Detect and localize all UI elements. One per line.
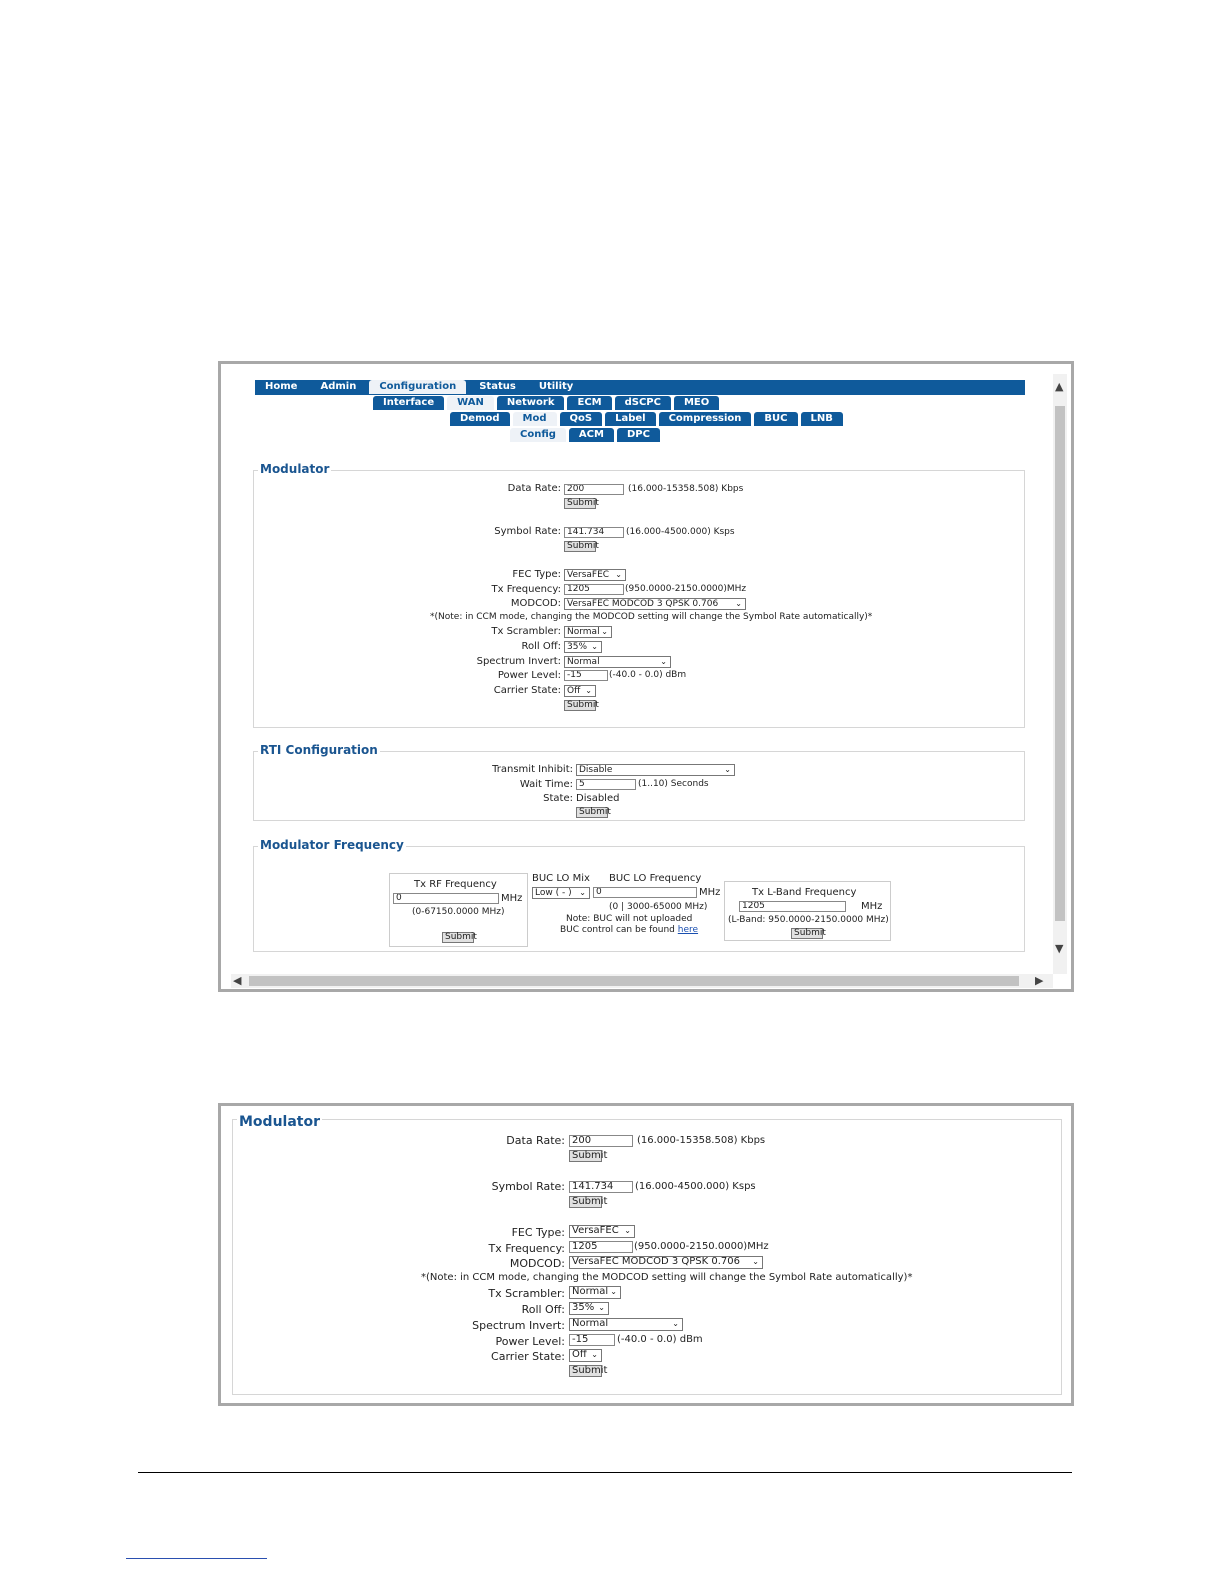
modulator-frequency-panel [253,838,1025,952]
buc-control-text: BUC control can be found [560,925,675,935]
roll-off-select[interactable] [564,641,602,653]
chevron-down-icon: ⌄ [615,570,622,579]
tab-dpc[interactable]: DPC [617,428,660,442]
chevron-down-icon: ⌄ [735,599,742,608]
fec-type-select-detail[interactable] [569,1225,635,1238]
symbol-rate-range-detail: (16.000-4500.000) Ksps [635,1181,756,1192]
symbol-rate-range: (16.000-4500.000) Ksps [626,527,735,537]
horizontal-scrollbar[interactable] [231,974,1053,988]
rti-submit-button[interactable]: Submit [576,807,608,818]
data-rate-range: (16.000-15358.508) Kbps [628,484,744,494]
tab-acm[interactable]: ACM [569,428,614,442]
tx-scrambler-value-detail: Normal [572,1286,609,1297]
buc-lo-frequency-input[interactable]: 0 [593,887,697,898]
chevron-down-icon: ⌄ [591,642,598,651]
symbol-rate-input[interactable]: 141.734 [564,527,624,538]
tx-lband-frequency-range: (L-Band: 950.0000-2150.0000 MHz) [728,915,889,925]
modulator-panel-detail [232,1114,1062,1395]
state-label: State: [543,793,573,804]
wait-time-range: (1..10) Seconds [638,779,709,789]
fec-type-label-detail: FEC Type: [511,1226,565,1239]
buc-control-note [560,925,698,935]
transmit-inhibit-select[interactable] [576,764,735,776]
tx-rf-submit-button[interactable]: Submit [442,932,474,943]
tab-mod[interactable]: Mod [513,412,557,426]
modulator-title: Modulator [260,462,330,476]
spectrum-invert-value-detail: Normal [572,1318,609,1329]
data-rate-submit-button[interactable]: Submit [564,498,596,509]
horizontal-scroll-thumb[interactable] [249,976,1019,986]
tab-utility[interactable]: Utility [529,380,583,394]
modcod-label-detail: MODCOD: [509,1257,565,1270]
modulator-title-detail: Modulator [239,1114,320,1130]
symbol-rate-label: Symbol Rate: [494,526,561,537]
buc-lo-mix-label: BUC LO Mix [532,873,590,884]
spectrum-invert-label: Spectrum Invert: [476,656,561,667]
spectrum-invert-select[interactable] [564,656,671,668]
tab-meo[interactable]: MEO [674,396,719,410]
tx-scrambler-label: Tx Scrambler: [491,626,561,637]
tab-lnb[interactable]: LNB [801,412,843,426]
modulator-panel [253,462,1025,728]
tx-rf-frequency-range: (0-67150.0000 MHz) [412,907,505,917]
modulator-submit-button[interactable]: Submit [564,700,596,711]
modcod-select[interactable] [564,598,746,610]
modcod-note: *(Note: in CCM mode, changing the MODCOD setting will change the Symbol Rate automatically)* [430,612,873,622]
tab-demod[interactable]: Demod [450,412,510,426]
tx-rf-frequency-unit: MHz [501,893,523,904]
tab-interface[interactable]: Interface [373,396,444,410]
tx-scrambler-select-detail[interactable] [569,1286,621,1299]
data-rate-label: Data Rate: [507,483,561,494]
transmit-inhibit-value: Disable [579,765,613,775]
tx-lband-frequency-unit: MHz [861,901,883,912]
chevron-down-icon: ⌄ [752,1257,759,1266]
chevron-down-icon: ⌄ [591,1350,598,1359]
tx-frequency-range: (950.0000-2150.0000)MHz [625,584,747,594]
vertical-scroll-thumb[interactable] [1055,406,1065,921]
data-rate-range-detail: (16.000-15358.508) Kbps [637,1135,766,1146]
symbol-rate-submit-button-detail[interactable]: Submit [569,1196,602,1208]
modcod-value: VersaFEC MODCOD 3 QPSK 0.706 [567,599,719,609]
power-level-label-detail: Power Level: [495,1335,565,1348]
power-level-label: Power Level: [497,670,561,681]
modcod-note-detail: *(Note: in CCM mode, changing the MODCOD setting will change the Symbol Rate automatically)* [421,1272,913,1283]
tx-lband-frequency-box [724,881,891,941]
tx-lband-submit-button[interactable]: Submit [791,928,823,939]
roll-off-label: Roll Off: [521,641,561,652]
fec-type-select[interactable] [564,569,626,581]
tx-scrambler-label-detail: Tx Scrambler: [488,1287,565,1300]
tx-rf-frequency-input[interactable]: 0 [393,893,499,904]
tab-home[interactable]: Home [255,380,307,394]
tx-frequency-range-detail: (950.0000-2150.0000)MHz [634,1241,769,1252]
power-level-input[interactable]: -15 [564,670,608,681]
tab-ecm[interactable]: ECM [567,396,611,410]
tab-dscpc[interactable]: dSCPC [615,396,671,410]
symbol-rate-submit-button[interactable]: Submit [564,541,596,552]
carrier-state-label: Carrier State: [493,685,561,696]
tab-network[interactable]: Network [497,396,565,410]
chevron-down-icon: ⌄ [579,888,586,897]
roll-off-label-detail: Roll Off: [521,1303,565,1316]
chevron-down-icon: ⌄ [598,1303,605,1312]
tab-config[interactable]: Config [510,428,566,442]
wait-time-input[interactable]: 5 [576,779,636,790]
fec-type-value: VersaFEC [567,570,610,580]
footer-link-underline [126,1558,267,1559]
carrier-state-select-detail[interactable] [569,1349,602,1362]
scroll-right-icon[interactable]: ▶ [1035,974,1044,987]
modcod-value-detail: VersaFEC MODCOD 3 QPSK 0.706 [572,1256,740,1267]
power-level-input-detail[interactable]: -15 [569,1334,615,1346]
tx-frequency-input-detail[interactable]: 1205 [569,1241,633,1253]
scroll-up-icon[interactable]: ▲ [1055,380,1064,393]
rti-title: RTI Configuration [260,743,378,757]
fec-type-label: FEC Type: [512,569,561,580]
buc-lo-frequency-label: BUC LO Frequency [609,873,702,884]
buc-lo-mix-select[interactable] [532,887,590,899]
chevron-down-icon: ⌄ [610,1287,617,1296]
spectrum-invert-value: Normal [567,657,600,667]
tab-buc[interactable]: BUC [754,412,797,426]
chevron-down-icon: ⌄ [672,1319,679,1328]
scroll-left-icon[interactable]: ◀ [233,974,242,987]
spectrum-invert-select-detail[interactable] [569,1318,683,1331]
browser-viewport [231,374,1053,974]
modulator-frequency-title: Modulator Frequency [260,838,404,852]
tab-status[interactable]: Status [469,380,526,394]
chevron-down-icon: ⌄ [601,627,608,636]
vertical-scrollbar[interactable] [1053,374,1067,974]
transmit-inhibit-label: Transmit Inhibit: [492,764,573,775]
power-level-range: (-40.0 - 0.0) dBm [609,670,687,680]
tx-frequency-input[interactable]: 1205 [564,584,624,595]
symbol-rate-label-detail: Symbol Rate: [491,1180,565,1193]
modcod-select-detail[interactable] [569,1256,763,1269]
spectrum-invert-label-detail: Spectrum Invert: [472,1319,565,1332]
buc-lo-frequency-range: (0 | 3000-65000 MHz) [609,902,708,912]
tx-frequency-label-detail: Tx Frequency: [488,1242,565,1255]
tx-lband-frequency-input[interactable]: 1205 [739,901,846,912]
nav-row-config [373,396,722,410]
tx-lband-frequency-label: Tx L-Band Frequency [752,887,857,898]
power-level-range-detail: (-40.0 - 0.0) dBm [617,1334,703,1345]
nav-row-mod [510,428,663,442]
carrier-state-select[interactable] [564,685,596,697]
tab-label[interactable]: Label [605,412,656,426]
symbol-rate-input-detail[interactable]: 141.734 [569,1181,633,1193]
nav-row-primary [255,380,586,394]
roll-off-select-detail[interactable] [569,1302,609,1315]
data-rate-submit-button-detail[interactable]: Submit [569,1150,602,1162]
tx-rf-frequency-box [389,873,528,947]
modcod-label: MODCOD: [510,598,561,609]
tab-configuration[interactable]: Configuration [369,380,466,394]
scroll-down-icon[interactable]: ▼ [1055,942,1064,955]
chevron-down-icon: ⌄ [585,686,592,695]
tx-frequency-label: Tx Frequency: [491,584,561,595]
state-value: Disabled [576,793,620,804]
chevron-down-icon: ⌄ [624,1226,631,1235]
data-rate-label-detail: Data Rate: [506,1134,565,1147]
fec-type-value-detail: VersaFEC [572,1225,619,1236]
data-rate-input-detail[interactable]: 200 [569,1135,633,1147]
chevron-down-icon: ⌄ [724,765,731,774]
buc-control-link[interactable]: here [677,925,699,935]
screenshot-full-page [218,361,1074,992]
tab-wan[interactable]: WAN [447,396,494,410]
tab-compression[interactable]: Compression [659,412,752,426]
buc-lo-frequency-unit: MHz [699,887,721,898]
nav-row-wan [450,412,846,426]
roll-off-value: 35% [567,642,588,652]
roll-off-value-detail: 35% [572,1302,595,1313]
footer-divider [138,1472,1072,1473]
buc-note: Note: BUC will not uploaded [566,914,693,924]
buc-lo-mix-value: Low ( - ) [535,888,572,898]
carrier-state-value-detail: Off [572,1349,587,1360]
modulator-submit-button-detail[interactable]: Submit [569,1365,602,1377]
carrier-state-label-detail: Carrier State: [491,1350,565,1363]
tx-scrambler-value: Normal [567,627,600,637]
tx-scrambler-select[interactable] [564,626,612,638]
data-rate-input[interactable]: 200 [564,484,624,495]
wait-time-label: Wait Time: [519,779,573,790]
chevron-down-icon: ⌄ [660,657,667,666]
tab-qos[interactable]: QoS [560,412,603,426]
screenshot-modulator-detail [218,1103,1074,1406]
tx-rf-frequency-label: Tx RF Frequency [414,879,497,890]
carrier-state-value: Off [567,686,581,696]
tab-admin[interactable]: Admin [310,380,366,394]
rti-panel [253,743,1025,821]
